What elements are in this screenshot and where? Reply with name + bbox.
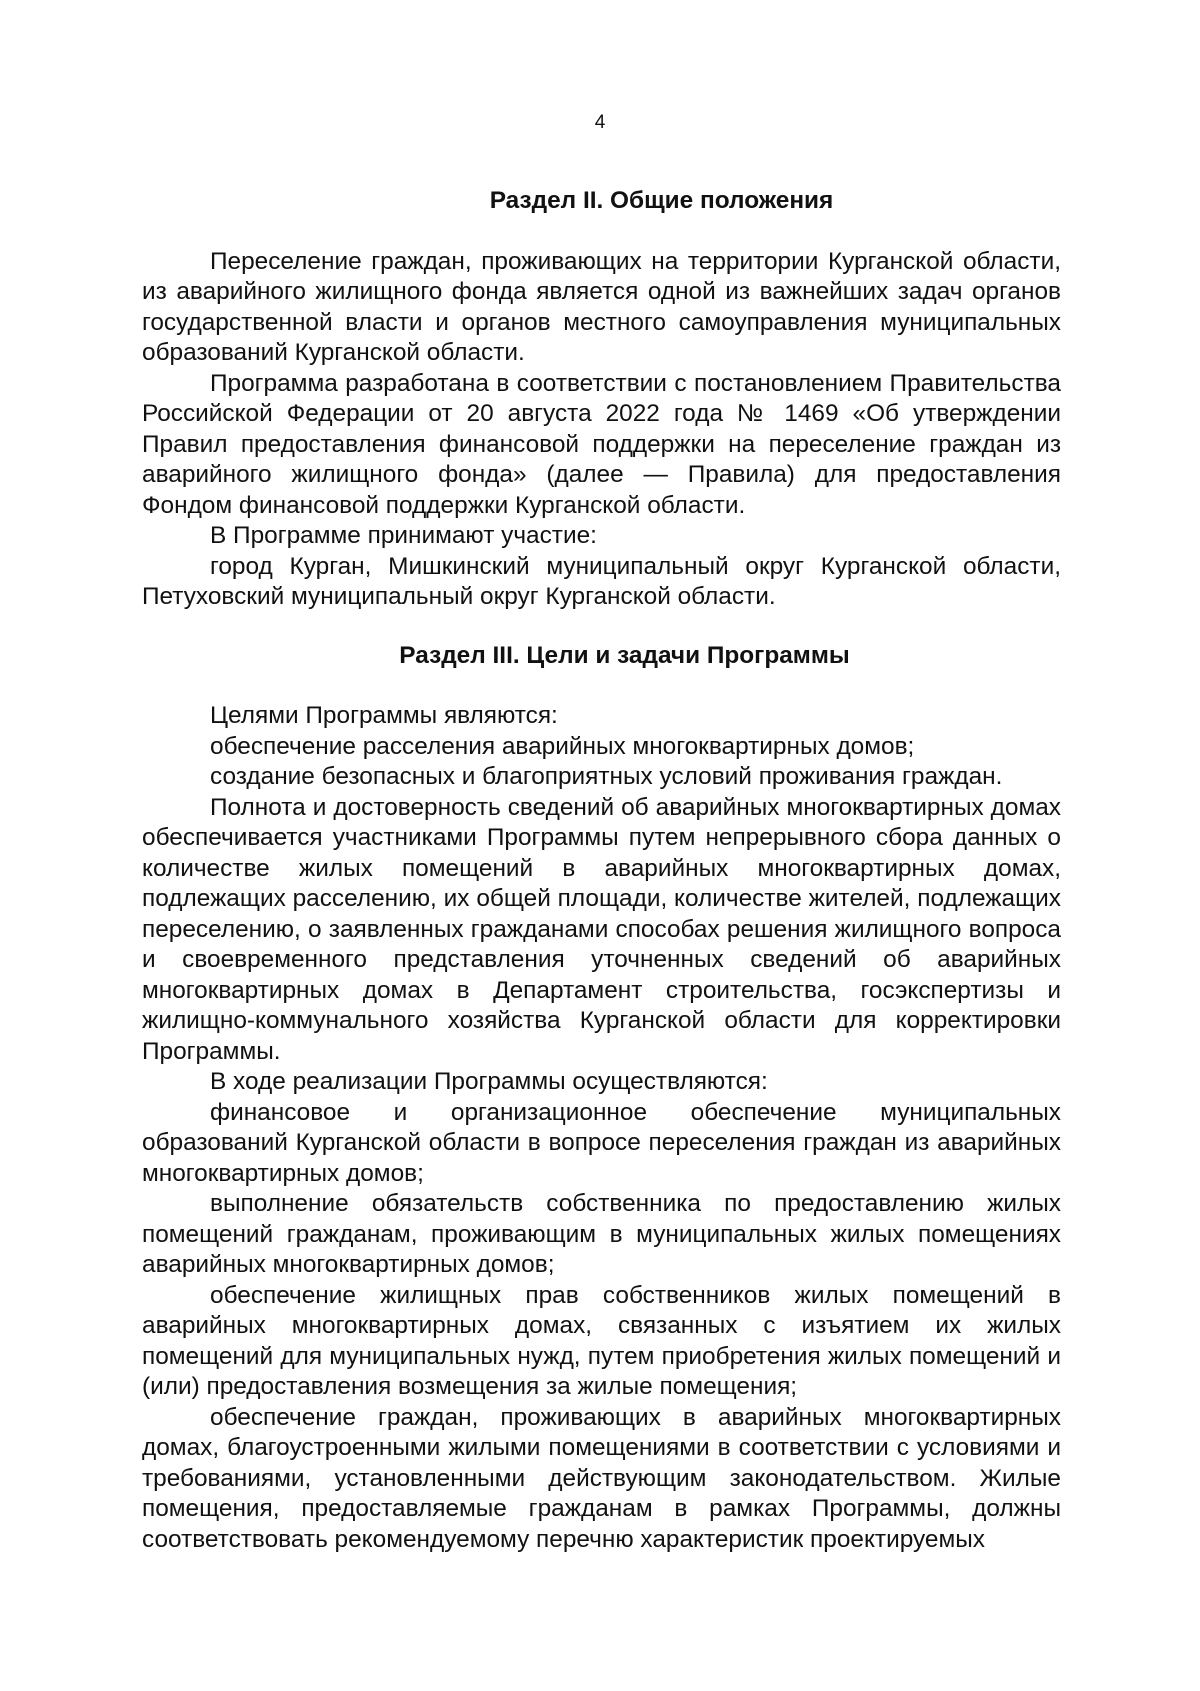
paragraph: город Курган, Мишкинский муниципальный округ Курганской области, Петуховский муниципальный округ Курганской области.: [142, 552, 1061, 610]
paragraph: финансовое и организационное обеспечение муниципальных образований Курганской области в вопросе переселения граждан из аварийных многоквартирных домов;: [142, 1098, 1061, 1187]
paragraph: обеспечение расселения аварийных многоквартирных домов;: [210, 732, 915, 760]
section-3-heading: Раздел III. Цели и задачи Программы: [399, 641, 850, 669]
paragraph: В ходе реализации Программы осуществляются:: [210, 1068, 768, 1095]
paragraph: Переселение граждан, проживающих на территории Курганской области, из аварийного жилищного фонда является одной из важнейших задач органов государственной власти и органов местного самоуправления муниципальных образований Курганской области.: [142, 247, 1061, 366]
paragraph: выполнение обязательств собственника по предоставлению жилых помещений гражданам, проживающим в муниципальных жилых помещениях аварийных многоквартирных домов;: [142, 1190, 1061, 1278]
paragraph: создание безопасных и благоприятных условий проживания граждан.: [210, 763, 1003, 790]
paragraph: В Программе принимают участие:: [210, 522, 597, 549]
spacer: [142, 671, 1061, 701]
paragraph: Целями Программы являются:: [210, 702, 558, 729]
page-number: 4: [594, 112, 606, 133]
document-body: [142, 186, 1061, 1555]
paragraph: обеспечение граждан, проживающих в аварийных многоквартирных домах, благоустроенными жилыми помещениями в соответствии с условиями и требованиями, установленными действующим законодательством. Жилые помещения, предоставляемые гражданам в рамках Программы, должны соответствовать рекомендуемому перечню характеристик проектируемых: [142, 1403, 1061, 1553]
paragraph: Полнота и достоверность сведений об аварийных многоквартирных домах обеспечивается участниками Программы путем непрерывного сбора данных о количестве жилых помещений в аварийных многоквартирных домах, подлежащих расселению, их общей площади, количестве жителей, подлежащих переселению, о заявленных гражданами способах решения жилищного вопроса и своевременного представления уточненных сведений об аварийных многоквартирных домах в Департамент строительства, госэкспертизы и жилищно-коммунального хозяйства Курганской области для корректировки Программы.: [142, 793, 1061, 1065]
spacer: [142, 613, 1061, 641]
paragraph: обеспечение жилищных прав собственников жилых помещений в аварийных многоквартирных домах, связанных с изъятием их жилых помещений для муниципальных нужд, путем приобретения жилых помещений и (или) предоставления возмещения за жилые помещения;: [142, 1281, 1061, 1400]
spacer: [142, 217, 1061, 247]
paragraph: Программа разработана в соответствии с постановлением Правительства Российской Федерации от 20 августа 2022 года № 1469 «Об утверждении Правил предоставления финансовой поддержки на переселение граждан из аварийного жилищного фонда» (далее — Правила) для предоставления Фондом финансовой поддержки Курганской области.: [142, 369, 1061, 519]
section-2-heading: Раздел II. Общие положения: [489, 187, 834, 214]
